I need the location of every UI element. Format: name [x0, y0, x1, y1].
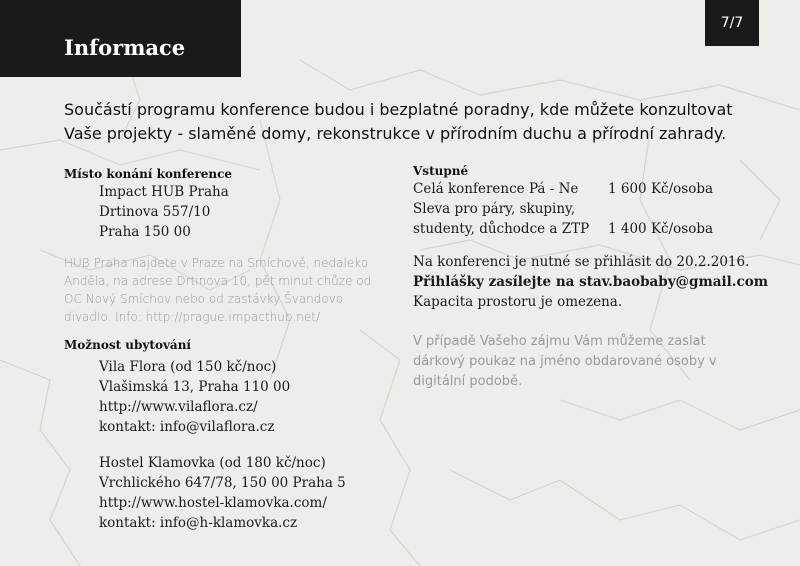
fee-row [413, 199, 773, 219]
directions-line: Anděla, na adrese Drtinova 10, pět minut chůze od [64, 274, 372, 288]
accommodation-section [64, 337, 394, 533]
accommodation-contact[interactable]: kontakt: info@h-klamovka.cz [99, 515, 298, 531]
intro-line: Vaše projekty - slaměné domy, rekonstrukce v přírodním duchu a přírodní zahrady. [64, 124, 727, 143]
venue-line: Impact HUB Praha [99, 184, 229, 200]
directions-line: divadlo. Info: http://prague.impacthub.net/ [64, 310, 321, 324]
voucher-note [413, 332, 793, 392]
page-indicator: 7/7 [705, 0, 759, 46]
registration-deadline: Na konferenci je nutné se přihlásit do 20.2.2016. [413, 254, 750, 270]
accommodation-line: Vila Flora (od 150 kč/noc) [99, 359, 277, 375]
fee-label: Celá konference Pá - Ne [413, 181, 579, 197]
venue-line: Praha 150 00 [99, 224, 191, 240]
registration-section [413, 252, 793, 312]
venue-line: Drtinova 557/10 [99, 204, 211, 220]
accommodation-line: Hostel Klamovka (od 180 kč/noc) [99, 455, 326, 471]
fees-heading: Vstupné [413, 164, 469, 178]
accommodation-line: Vlašimská 13, Praha 110 00 [99, 379, 291, 395]
intro-line: Součástí programu konference budou i bezplatné poradny, kde můžete konzultovat [64, 100, 733, 119]
capacity-note: Kapacita prostoru je omezena. [413, 294, 623, 310]
venue-directions [64, 254, 394, 326]
fee-label: studenty, důchodce a ZTP [413, 221, 590, 237]
registration-email[interactable]: Přihlášky zasílejte na stav.baobaby@gmail.com [413, 274, 768, 290]
fee-label: Sleva pro páry, skupiny, [413, 201, 576, 217]
title-bar [0, 0, 241, 77]
fee-row [413, 219, 773, 239]
accommodation-link[interactable]: http://www.hostel-klamovka.com/ [99, 495, 327, 511]
fee-price: 1 400 Kč/osoba [608, 221, 714, 237]
fees-section [413, 163, 773, 239]
fee-price: 1 600 Kč/osoba [608, 181, 714, 197]
page-title: Informace [64, 35, 186, 60]
intro-paragraph [64, 98, 764, 146]
accommodation-item-hostel-klamovka [64, 453, 394, 533]
venue-section [64, 166, 384, 242]
accommodation-item-vila-flora [64, 357, 394, 437]
voucher-line: V případě Vašeho zájmu Vám můžeme zaslat [413, 334, 706, 349]
directions-line: OC Nový Smíchov nebo od zastávky Švandovo [64, 292, 344, 306]
venue-heading: Místo konání konference [64, 167, 233, 181]
accommodation-link[interactable]: http://www.vilaflora.cz/ [99, 399, 258, 415]
accommodation-line: Vrchlického 647/78, 150 00 Praha 5 [99, 475, 346, 491]
voucher-line: dárkový poukaz na jméno obdarované osoby v [413, 354, 717, 369]
fee-row [413, 179, 773, 199]
accommodation-contact[interactable]: kontakt: info@vilaflora.cz [99, 419, 275, 435]
accommodation-heading: Možnost ubytování [64, 338, 191, 352]
voucher-line: digitální podobě. [413, 374, 523, 389]
directions-line: HUB Praha najdete v Praze na Smíchově, nedaleko [64, 256, 369, 270]
